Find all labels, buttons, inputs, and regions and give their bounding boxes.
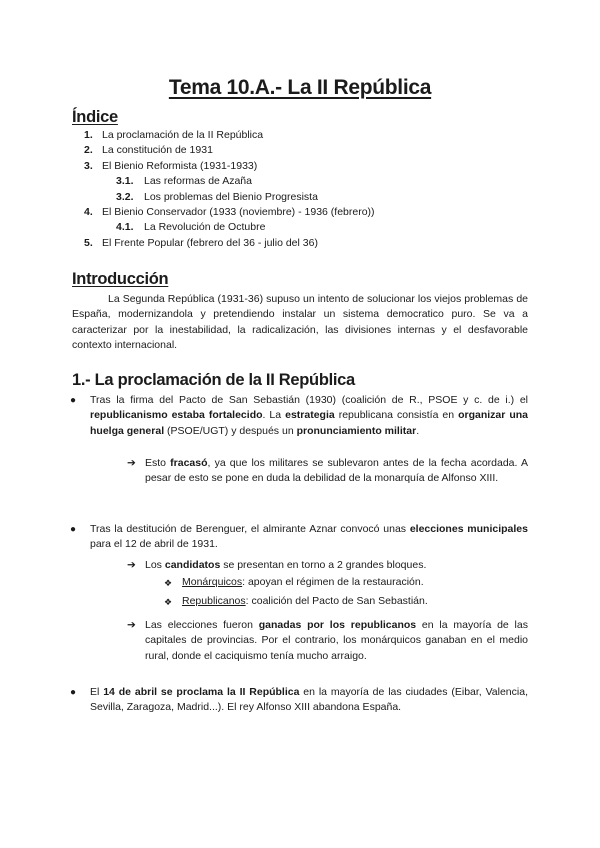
table-of-contents [84, 128, 375, 251]
arrow-right-icon: ➔ [127, 559, 136, 571]
arrow-right-icon: ➔ [127, 619, 136, 631]
diamond-bullet-icon: ❖ [164, 578, 173, 588]
arrow-subitem: ➔ Esto fracasó, ya que los militares se sublevaron antes de la fecha acordada. A pesar de esto se pone en duda la debilidad de la monarquía de Alfonso XIII. [127, 457, 528, 485]
arrow-subitem: ➔ Las elecciones fueron ganadas por los republicanos en la mayoría de las capitales de provincias. Por el contrario, los monárquicos ganaban en el medio rural, donde el caciquismo tenía mucho arraigo. [127, 619, 528, 662]
introduccion-paragraph: La Segunda República (1931-36) supuso un intento de solucionar los viejos problemas de España, modernizandola y pretendiendo instalar un sistema democratico puro. Se va a caracterizar por la inestabilidad, la radicalización, las divisiones internas y el desfavorable contexto internacional. [72, 293, 528, 351]
arrow-right-icon: ➔ [127, 457, 136, 469]
toc-subitem: 4.1. La Revolución de Octubre [116, 221, 266, 234]
diamond-bullet-icon: ❖ [164, 597, 173, 607]
page-title: Tema 10.A.- La II República [168, 76, 432, 99]
indice-heading: Índice [72, 108, 118, 126]
toc-item: 4. El Bienio Conservador (1933 (noviembre) - 1936 (febrero)) [84, 206, 375, 219]
diamond-subitem: ❖ Monárquicos: apoyan el régimen de la restauración. [182, 575, 528, 590]
toc-item: 1. La proclamación de la II República [84, 129, 264, 141]
bullet-dot-icon: ● [70, 395, 77, 406]
bullet-dot-icon: ● [70, 524, 77, 535]
introduccion-heading: Introducción [72, 270, 169, 288]
toc-item: 5. El Frente Popular (febrero del 36 - julio del 36) [84, 236, 318, 249]
bullet-dot-icon: ● [70, 687, 77, 698]
section-1-heading: 1.- La proclamación de la II República [72, 371, 355, 389]
arrow-subitem: ➔ Los candidatos se presentan en torno a 2 grandes bloques. [145, 558, 528, 573]
bullet-item: ● Tras la destitución de Berenguer, el almirante Aznar convocó unas elecciones municipales para el 12 de abril de 1931. [70, 523, 528, 551]
bullet-item: ● El 14 de abril se proclama la II República en la mayoría de las ciudades (Eibar, Valencia, Sevilla, Zaragoza, Madrid...). El rey Alfonso XIII abandona España. [70, 686, 528, 714]
toc-item: 2. La constitución de 1931 [84, 144, 213, 157]
toc-subitem: 3.2. Los problemas del Bienio Progresista [116, 190, 318, 203]
diamond-subitem: ❖ Republicanos: coalición del Pacto de San Sebastián. [182, 594, 528, 609]
toc-subitem: 3.1. Las reformas de Azaña [116, 175, 252, 188]
bullet-item: ● Tras la firma del Pacto de San Sebastián (1930) (coalición de R., PSOE y c. de i.) el republicanismo estaba fortalecido. La estrategia republicana consistía en organizar una huelga general (PSOE/UGT) y después un pronunciamiento militar. [70, 394, 528, 437]
toc-item: 3. El Bienio Reformista (1931-1933) [84, 159, 258, 172]
